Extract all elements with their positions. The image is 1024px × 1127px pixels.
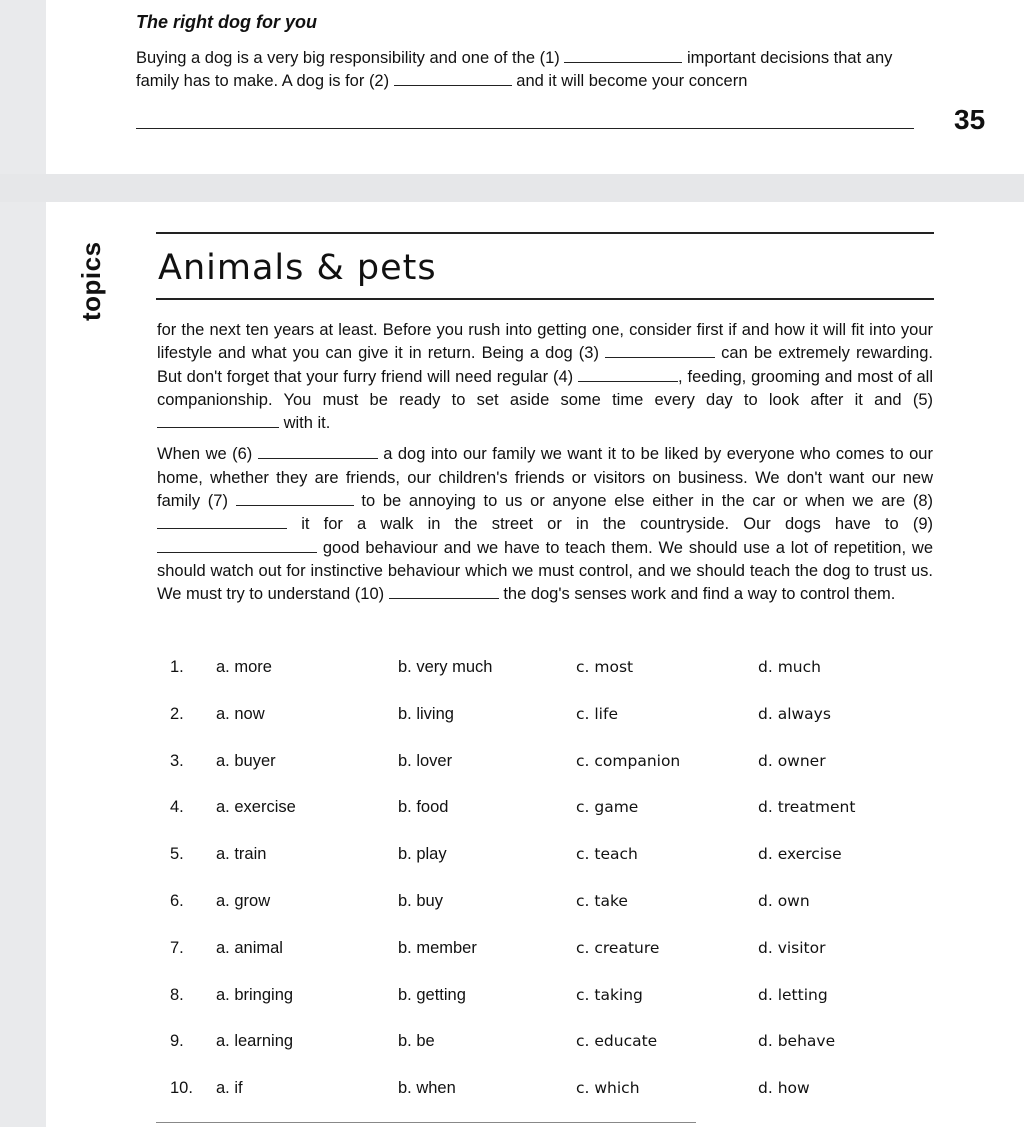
option-c[interactable]: c. life	[576, 704, 618, 723]
option-b[interactable]: b. living	[398, 704, 454, 723]
option-c[interactable]: c. which	[576, 1079, 640, 1098]
option-b[interactable]: b. food	[398, 798, 449, 817]
blank-1[interactable]	[564, 48, 682, 63]
option-c[interactable]: c. creature	[576, 938, 660, 957]
option-a[interactable]: a. now	[216, 704, 265, 723]
option-number: 2.	[170, 704, 184, 723]
option-c[interactable]: c. companion	[576, 751, 681, 770]
option-c[interactable]: c. educate	[576, 1032, 658, 1051]
option-number: 9.	[170, 1032, 184, 1051]
option-a[interactable]: a. grow	[216, 891, 271, 910]
option-number: 4.	[170, 798, 184, 817]
blank-7[interactable]	[236, 491, 354, 506]
bottom-rule	[156, 1122, 696, 1123]
option-a[interactable]: a. animal	[216, 938, 283, 957]
option-a[interactable]: a. exercise	[216, 798, 296, 817]
blank-4[interactable]	[578, 367, 678, 382]
heading-rule-bottom	[156, 298, 934, 300]
passage-paragraph-1: for the next ten years at least. Before you rush into getting one, consider first if and how it will fit into your lifestyle and what you can give it in return. Being a dog (3) can be extremely rewarding. But don't forget that your furry friend will need regular (4) , feeding, grooming and most of all companionship. You must be ready to set aside some time every day to look after it and (5) with it.	[157, 321, 933, 433]
intro-paragraph	[136, 47, 916, 93]
option-b[interactable]: b. when	[398, 1079, 456, 1098]
option-d[interactable]: d. always	[758, 704, 831, 723]
option-b[interactable]: b. lover	[398, 751, 453, 770]
section-heading: Animals & pets	[158, 248, 437, 288]
option-a[interactable]: a. if	[216, 1079, 243, 1098]
option-c[interactable]: c. taking	[576, 985, 643, 1004]
option-row	[170, 1079, 930, 1126]
intro-text-1: Buying a dog is a very big responsibility and one of the (1)	[136, 49, 560, 67]
option-d[interactable]: d. much	[758, 658, 821, 676]
option-number: 5.	[170, 845, 184, 864]
option-b[interactable]: b. buy	[398, 891, 443, 910]
option-row	[170, 705, 930, 752]
option-a[interactable]: a. train	[216, 845, 267, 864]
option-row	[170, 798, 930, 845]
top-page	[46, 0, 1024, 174]
main-page	[46, 202, 1024, 1127]
page-separator	[0, 174, 1024, 202]
blank-10[interactable]	[389, 584, 499, 599]
option-number: 3.	[170, 751, 184, 770]
option-c[interactable]: c. game	[576, 798, 639, 817]
blank-3[interactable]	[605, 343, 715, 358]
option-b[interactable]: b. be	[398, 1032, 435, 1051]
option-b[interactable]: b. getting	[398, 985, 466, 1004]
blank-9[interactable]	[157, 538, 317, 553]
option-a[interactable]: a. more	[216, 658, 272, 676]
blank-8[interactable]	[157, 514, 287, 529]
option-d[interactable]: d. own	[758, 891, 810, 910]
option-number: 7.	[170, 938, 184, 957]
option-d[interactable]: d. behave	[758, 1032, 836, 1051]
option-d[interactable]: d. exercise	[758, 845, 842, 864]
option-c[interactable]: c. take	[576, 891, 628, 910]
option-row	[170, 845, 930, 892]
intro-text-2: important decisions that any family has to make. A dog is for (2)	[136, 49, 893, 90]
passage	[157, 319, 933, 615]
option-c[interactable]: c. most	[576, 658, 634, 676]
option-number: 6.	[170, 891, 184, 910]
option-d[interactable]: d. owner	[758, 751, 826, 770]
intro-text-3: and it will become your concern	[516, 72, 748, 90]
option-row	[170, 658, 930, 705]
option-d[interactable]: d. how	[758, 1079, 810, 1098]
option-a[interactable]: a. buyer	[216, 751, 276, 770]
option-row	[170, 986, 930, 1033]
option-a[interactable]: a. bringing	[216, 985, 294, 1004]
page-number: 35	[954, 104, 986, 135]
option-row	[170, 892, 930, 939]
option-row	[170, 939, 930, 986]
blank-5[interactable]	[157, 413, 279, 428]
option-b[interactable]: b. member	[398, 938, 477, 957]
option-d[interactable]: d. letting	[758, 985, 828, 1004]
option-d[interactable]: d. visitor	[758, 938, 826, 957]
option-b[interactable]: b. very much	[398, 658, 493, 676]
topics-label: topics	[76, 241, 106, 321]
passage-paragraph-2: When we (6) a dog into our family we want it to be liked by everyone who comes to our home, whether they are friends, our children's friends or visitors on business. We don't want our new family (7) to be annoying to us or anyone else either in the car or when we are (8) it for a walk in the street or in the countryside. Our dogs have to (9) good behaviour and we have to teach them. We should use a lot of repetition, we should watch out for instinctive behaviour which we must control, and we should teach the dog to trust us. We must try to understand (10) the dog's senses work and find a way to control them.	[157, 445, 933, 604]
continuation-line	[136, 128, 914, 129]
blank-2[interactable]	[394, 71, 512, 86]
option-a[interactable]: a. learning	[216, 1032, 294, 1051]
option-number: 1.	[170, 658, 184, 676]
blank-6[interactable]	[258, 444, 378, 459]
option-row	[170, 752, 930, 799]
heading-rule-top	[156, 232, 934, 234]
option-c[interactable]: c. teach	[576, 845, 638, 864]
answer-options	[170, 658, 930, 1126]
option-number: 10.	[170, 1079, 193, 1098]
option-row	[170, 1032, 930, 1079]
exercise-title: The right dog for you	[136, 12, 317, 32]
option-b[interactable]: b. play	[398, 845, 447, 864]
option-number: 8.	[170, 985, 184, 1004]
option-d[interactable]: d. treatment	[758, 798, 856, 817]
